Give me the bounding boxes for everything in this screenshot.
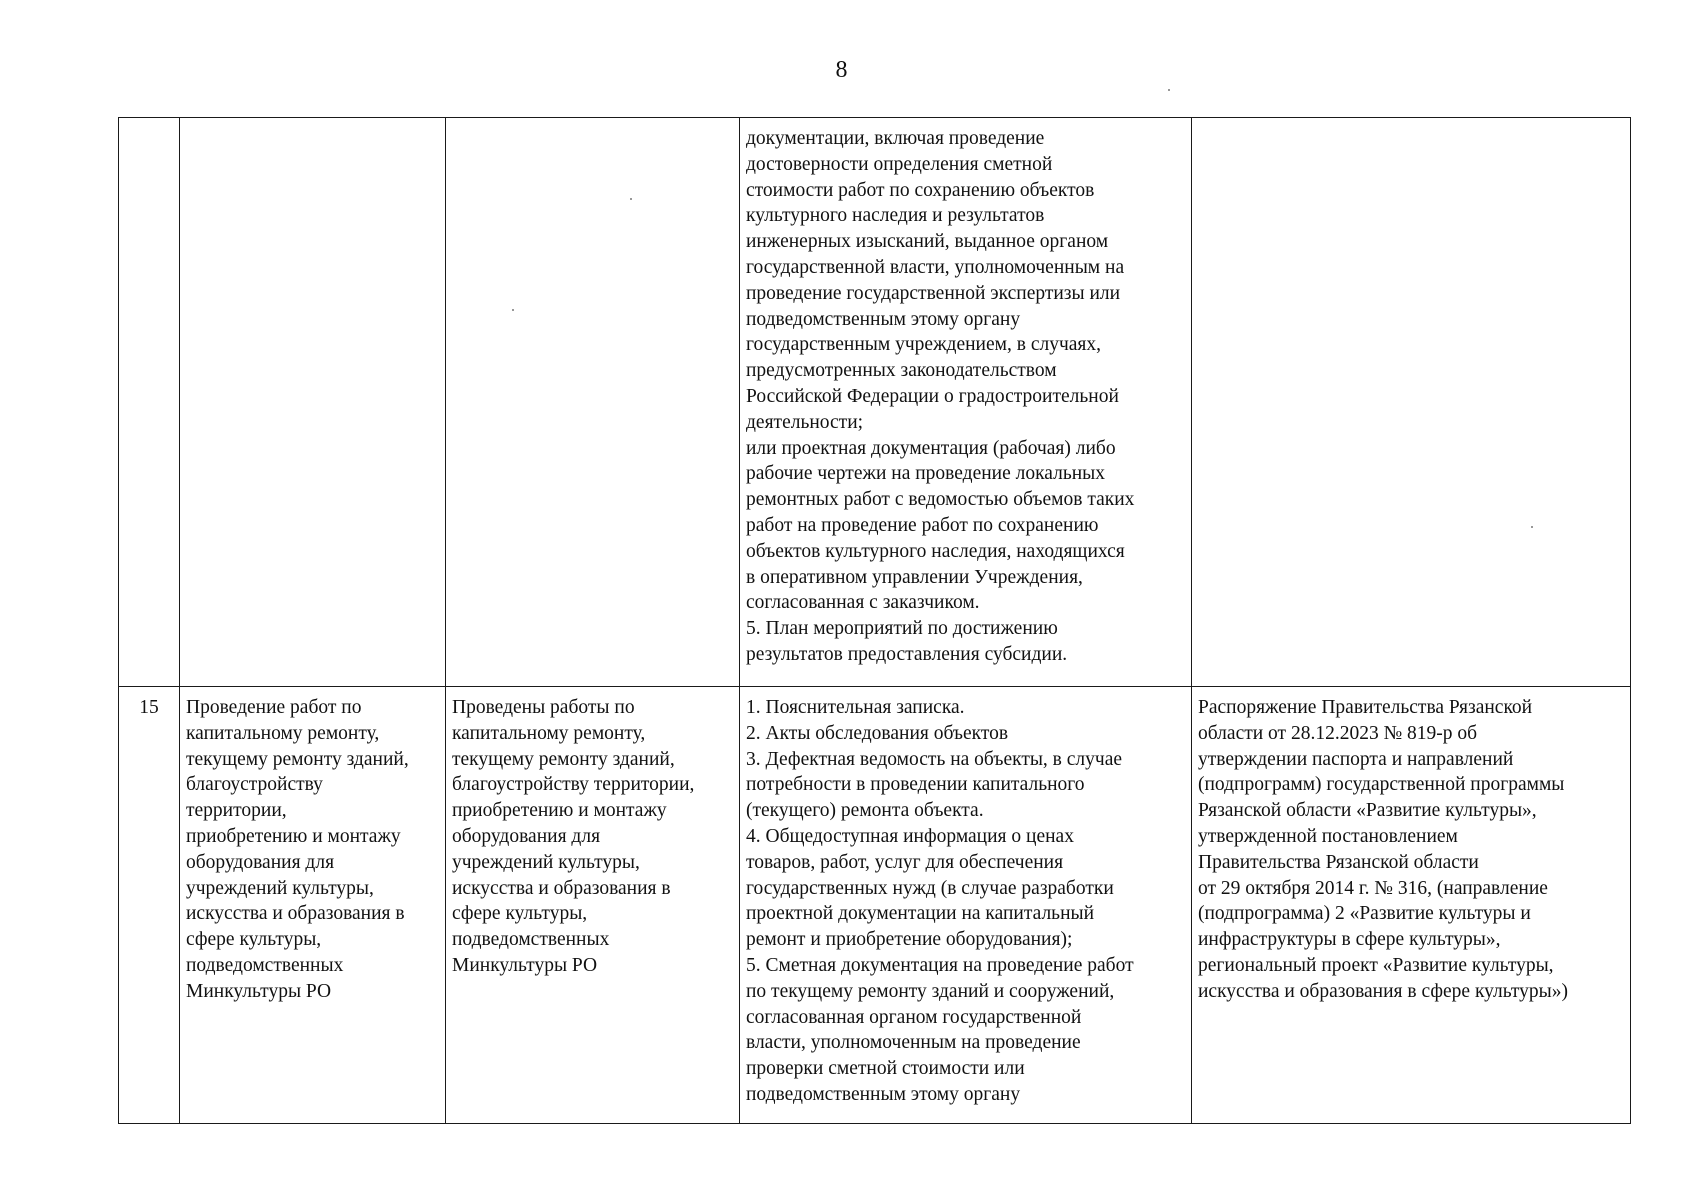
- row-number-cell: [119, 118, 180, 687]
- cell-text-line: потребности в проведении капитального: [746, 774, 1085, 796]
- cell-text-line: ремонтных работ с ведомостью объемов таких: [746, 489, 1135, 511]
- cell-text-line: Минкультуры РО: [186, 980, 332, 1002]
- cell-text-line: подведомственных: [186, 954, 344, 976]
- cell-text-line: проверки сметной стоимости или: [746, 1058, 1025, 1080]
- cell-text-line: Проведение работ по: [186, 697, 362, 718]
- legal-basis-cell: [1192, 687, 1631, 1124]
- cell-text-line: Российской Федерации о градостроительной: [746, 385, 1119, 407]
- cell-text-line: рабочие чертежи на проведение локальных: [746, 463, 1106, 485]
- cell-text-line: или проектная документация (рабочая) либо: [746, 437, 1116, 459]
- cell-text-line: текущему ремонту зданий,: [186, 748, 409, 770]
- cell-text-line: капитальному ремонту,: [186, 722, 380, 744]
- activity-cell: [180, 687, 446, 1124]
- cell-text-line: предусмотренных законодательством: [746, 360, 1057, 382]
- cell-text-line: (текущего) ремонта объекта.: [746, 800, 984, 822]
- cell-text-line: согласованная органом государственной: [746, 1006, 1082, 1028]
- cell-text-line: работ на проведение работ по сохранению: [746, 514, 1099, 536]
- cell-text-line: области от 28.12.2023 № 819-р об: [1198, 722, 1478, 744]
- cell-text-line: стоимости работ по сохранению объектов: [746, 179, 1095, 201]
- table-row-15: [119, 687, 1631, 1124]
- cell-text-line: региональный проект «Развитие культуры,: [1198, 954, 1554, 976]
- cell-text-line: (подпрограмм) государственной программы: [1198, 774, 1565, 796]
- scan-speck: [1168, 89, 1170, 91]
- cell-text-line: приобретению и монтажу: [186, 825, 401, 847]
- cell-text-line: сфере культуры,: [452, 903, 588, 925]
- cell-text-line: от 29 октября 2014 г. № 316, (направление: [1198, 877, 1548, 899]
- cell-text-line: территории,: [186, 800, 287, 822]
- cell-text-line: Рязанской области «Развитие культуры»,: [1198, 800, 1537, 822]
- result-cell: [446, 687, 740, 1124]
- cell-text-line: по текущему ремонту зданий и сооружений,: [746, 980, 1115, 1002]
- cell-text-line: 3. Дефектная ведомость на объекты, в случае: [746, 748, 1123, 770]
- cell-text-line: объектов культурного наследия, находящихся: [746, 540, 1125, 562]
- cell-text-line: (подпрограмма) 2 «Развитие культуры и: [1198, 903, 1531, 925]
- cell-text-line: власти, уполномоченным на проведение: [746, 1032, 1081, 1054]
- cell-text-line: текущему ремонту зданий,: [452, 748, 675, 770]
- cell-text-line: 4. Общедоступная информация о ценах: [746, 825, 1074, 847]
- cell-text-line: Минкультуры РО: [452, 954, 598, 976]
- cell-text-line: проведение государственной экспертизы или: [746, 282, 1121, 304]
- cell-text-line: приобретению и монтажу: [452, 800, 667, 822]
- cell-text-line: достоверности определения сметной: [746, 153, 1053, 175]
- cell-text-line: искусства и образования в: [186, 903, 405, 925]
- row-number-cell: 15: [119, 687, 180, 1124]
- cell-text-line: инфраструктуры в сфере культуры»,: [1198, 929, 1501, 951]
- cell-text-line: государственной власти, уполномоченным на: [746, 256, 1125, 278]
- cell-text-line: капитальному ремонту,: [452, 722, 646, 744]
- cell-text-line: утверждении паспорта и направлений: [1198, 748, 1514, 770]
- cell-text-line: искусства и образования в: [452, 877, 671, 899]
- cell-text-line: подведомственных: [452, 929, 610, 951]
- cell-text-line: 2. Акты обследования объектов: [746, 722, 1009, 744]
- documents-cell: [740, 118, 1192, 687]
- cell-text-line: благоустройству: [186, 774, 323, 796]
- cell-text-line: оборудования для: [186, 851, 335, 873]
- activity-cell: [180, 118, 446, 687]
- cell-text-line: государственным учреждением, в случаях,: [746, 334, 1102, 356]
- cell-text-line: документации, включая проведение: [746, 128, 1045, 149]
- cell-text-line: подведомственным этому органу: [746, 1083, 1021, 1105]
- cell-text-line: 5. Сметная документация на проведение работ: [746, 954, 1134, 976]
- cell-text-line: результатов предоставления субсидии.: [746, 643, 1068, 665]
- cell-text-line: оборудования для: [452, 825, 601, 847]
- cell-text-line: ремонт и приобретение оборудования);: [746, 929, 1073, 951]
- cell-text-line: благоустройству территории,: [452, 774, 695, 796]
- cell-text-line: товаров, работ, услуг для обеспечения: [746, 851, 1064, 873]
- cell-text-line: 1. Пояснительная записка.: [746, 697, 965, 718]
- cell-text-line: Распоряжение Правительства Рязанской: [1198, 697, 1533, 718]
- cell-text-line: деятельности;: [746, 411, 864, 433]
- documents-cell: [740, 687, 1192, 1124]
- document-table: [118, 117, 1631, 1124]
- cell-text-line: искусства и образования в сфере культуры»): [1198, 980, 1569, 1002]
- cell-text-line: в оперативном управлении Учреждения,: [746, 566, 1083, 588]
- cell-text-line: проектной документации на капитальный: [746, 903, 1095, 925]
- cell-text-line: Правительства Рязанской области: [1198, 851, 1479, 873]
- cell-text-line: учреждений культуры,: [452, 851, 640, 873]
- cell-text-line: государственных нужд (в случае разработки: [746, 877, 1114, 899]
- table-row-continuation: [119, 118, 1631, 687]
- cell-text-line: согласованная с заказчиком.: [746, 592, 980, 614]
- cell-text-line: утвержденной постановлением: [1198, 825, 1458, 847]
- cell-text-line: подведомственным этому органу: [746, 308, 1021, 330]
- cell-text-line: Проведены работы по: [452, 697, 635, 718]
- cell-text-line: 5. План мероприятий по достижению: [746, 618, 1058, 640]
- legal-basis-cell: [1192, 118, 1631, 687]
- result-cell: [446, 118, 740, 687]
- page-number: 8: [835, 57, 848, 83]
- cell-text-line: культурного наследия и результатов: [746, 205, 1045, 227]
- cell-text-line: учреждений культуры,: [186, 877, 374, 899]
- cell-text-line: сфере культуры,: [186, 929, 322, 951]
- cell-text-line: инженерных изысканий, выданное органом: [746, 231, 1109, 253]
